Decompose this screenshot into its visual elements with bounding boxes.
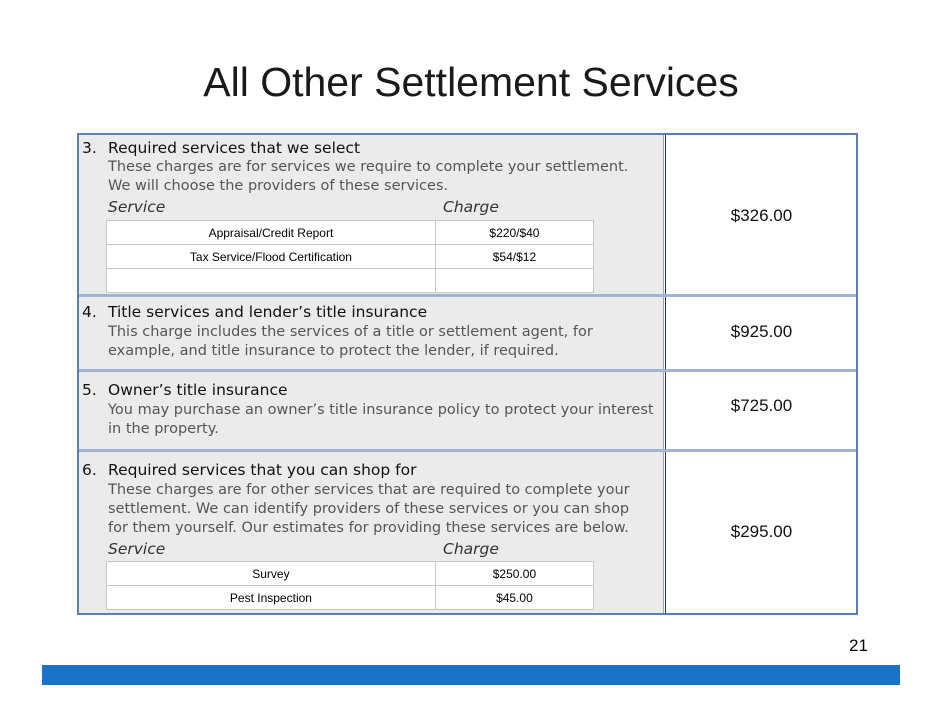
section-5-heading: 5. Owner’s title insurance <box>82 381 288 399</box>
section-5-description-line-1: You may purchase an owner’s title insurance policy to protect your interest <box>108 402 654 418</box>
charge-cell: $220/$40 <box>435 221 593 245</box>
section-6-heading: 6. Required services that you can shop for <box>82 461 417 479</box>
section-4-heading: 4. Title services and lender’s title insurance <box>82 303 428 321</box>
charge-column-header: Charge <box>443 540 499 558</box>
charge-cell: $45.00 <box>435 586 593 610</box>
service-cell: Tax Service/Flood Certification <box>107 245 436 269</box>
section-6-amount-cell <box>665 452 856 613</box>
charge-cell: $54/$12 <box>435 245 593 269</box>
service-cell: Appraisal/Credit Report <box>107 221 436 245</box>
section-6-description-line-1: These charges are for other services that are required to complete your <box>108 482 630 498</box>
section-3-heading: 3. Required services that we select <box>82 139 361 157</box>
table-row <box>107 586 594 610</box>
section-5 <box>79 372 856 449</box>
table-row <box>107 562 594 586</box>
section-4 <box>79 297 856 369</box>
section-3-amount-cell <box>665 135 856 294</box>
section-5-description-line-2: in the property. <box>108 421 219 437</box>
section-5-amount: $725.00 <box>730 396 793 415</box>
footer-accent-bar <box>42 665 900 685</box>
section-6-details <box>79 452 664 613</box>
table-row <box>107 221 594 245</box>
section-4-amount-cell <box>665 297 856 369</box>
section-3-description-line-1: These charges are for services we require to complete your settlement. <box>108 159 629 175</box>
service-cell: Survey <box>107 562 436 586</box>
section-4-details <box>79 297 664 369</box>
service-cell: Pest Inspection <box>107 586 436 610</box>
service-column-header: Service <box>108 540 166 558</box>
section-3-description-line-2: We will choose the providers of these services. <box>108 178 449 194</box>
section-5-details <box>79 372 664 449</box>
section-3-details <box>79 135 664 294</box>
table-row <box>107 245 594 269</box>
section-6 <box>79 452 856 613</box>
charge-cell <box>435 269 593 293</box>
settlement-services-table <box>77 133 858 615</box>
section-3-services-table <box>106 220 594 293</box>
page-number: 21 <box>849 636 868 655</box>
charge-cell: $250.00 <box>435 562 593 586</box>
slide-title: All Other Settlement Services <box>203 59 739 105</box>
section-6-description-line-2: settlement. We can identify providers of these services or you can shop <box>108 501 630 517</box>
section-3 <box>79 135 856 294</box>
section-3-amount: $326.00 <box>730 206 793 225</box>
section-4-description-line-2: example, and title insurance to protect the lender, if required. <box>108 343 559 359</box>
charge-column-header: Charge <box>443 198 499 216</box>
section-4-amount: $925.00 <box>730 322 793 341</box>
section-4-description-line-1: This charge includes the services of a title or settlement agent, for <box>108 324 593 340</box>
service-cell <box>107 269 436 293</box>
section-6-description-line-3: for them yourself. Our estimates for providing these services are below. <box>108 520 629 536</box>
section-6-amount: $295.00 <box>730 522 793 541</box>
section-6-services-table <box>106 561 594 610</box>
table-row <box>107 269 594 293</box>
service-column-header: Service <box>108 198 166 216</box>
section-5-amount-cell <box>665 372 856 449</box>
